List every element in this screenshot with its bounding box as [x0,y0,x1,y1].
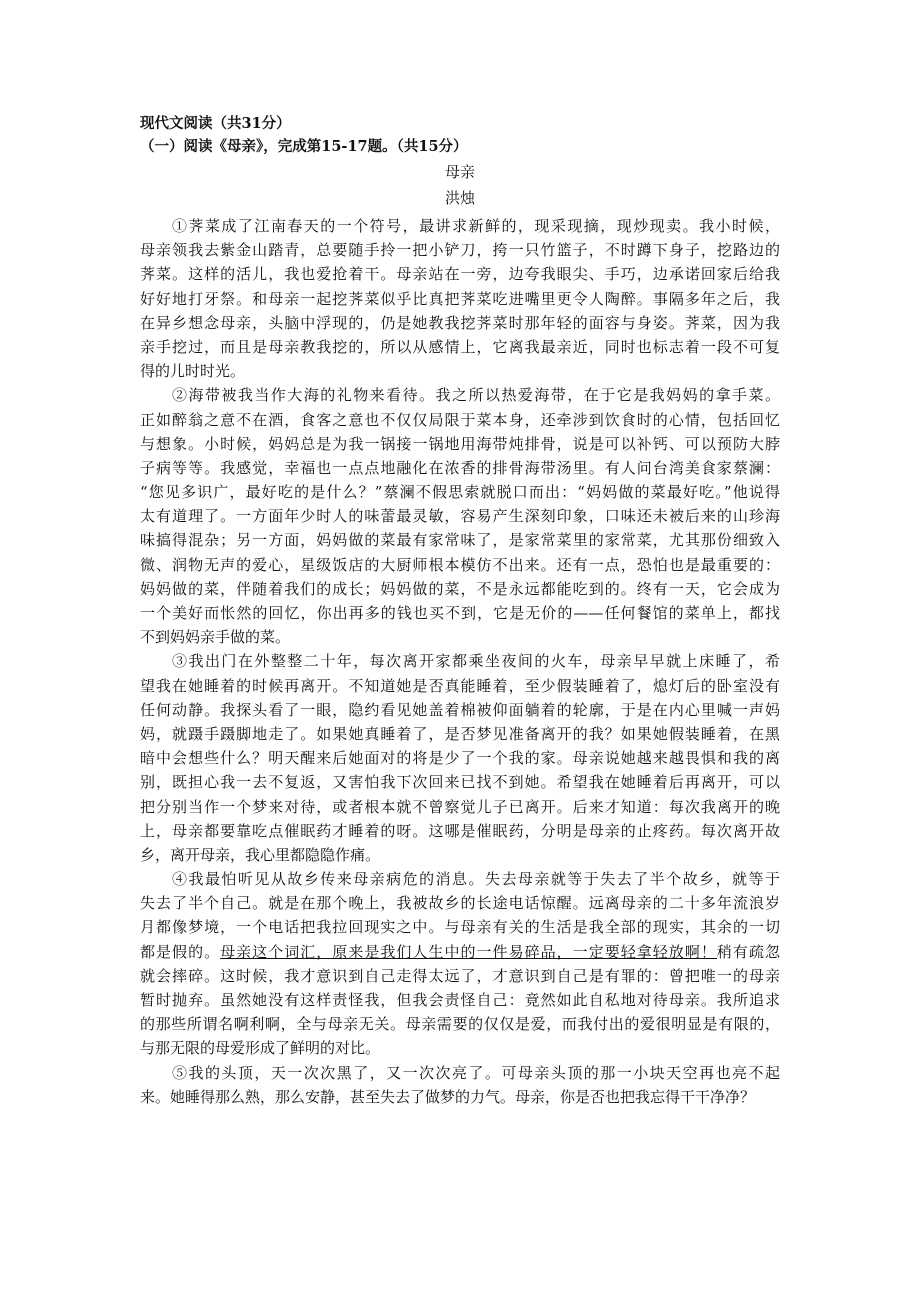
section-title: 现代文阅读（共31分） [140,115,291,132]
text-line: ④我最怕听见从故乡传来母亲病危的消息。失去母亲就等于失去了半个故乡，就等于 [172,870,780,889]
text-line: ③我出门在外整整二十年，每次离开家都乘坐夜间的火车，母亲早早就上床睡了，希 [172,652,780,671]
paragraph-2 [140,383,780,649]
text-line: 味搞得混杂；另一方面，妈妈做的菜最有家常味了，是家常菜里的家常菜，尤其那份细致入 [140,531,780,550]
paragraph-5 [140,1061,780,1109]
underlined-line [140,940,780,964]
text-segment: 都是假的。 [140,942,221,961]
text-line: 与那无限的母爱形成了鲜明的对比。 [140,1039,381,1058]
paragraph-1 [140,214,780,383]
text-line: 与想象。小时候，妈妈总是为我一锅接一锅地用海带炖排骨，说是可以补钙、可以预防大脖 [140,434,780,453]
text-line: 失去了半个自己。就是在那个晚上，我被故乡的长途电话惊醒。远离母亲的二十多年流浪岁 [140,894,780,913]
paragraph-4 [140,867,780,1061]
text-line: 在异乡想念母亲，头脑中浮现的，仍是她教我挖荠菜时那年轻的面容与身姿。荠菜，因为我 [140,313,780,332]
text-line: 来。她睡得那么熟，那么安静，甚至失去了做梦的力气。母亲，你是否也把我忘得干干净净？ [140,1087,756,1106]
text-line: 乡，离开母亲，我心里都隐隐作痛。 [140,845,381,864]
text-line: 一个美好而怅然的回忆，你出再多的钱也买不到，它是无价的——任何餐馆的菜单上，都找 [140,604,780,622]
text-line: 望我在她睡着的时候再离开。不知道她是否真能睡着，至少假装睡着了，熄灯后的卧室没有 [140,676,780,695]
text-line: “您见多识广，最好吃的是什么？”蔡澜不假思索就脱口而出：“妈妈做的菜最好吃。”他说得 [140,483,780,502]
text-line: 不到妈妈亲手做的菜。 [140,628,291,647]
article-author: 洪烛 [444,189,475,207]
text-line: 子病等等。我感觉，幸福也一点点地融化在浓香的排骨海带汤里。有人问台湾美食家蔡澜： [140,458,780,477]
text-line: 太有道理了。一方面年少时人的味蕾最灵敏，容易产生深刻印象，口味还未被后来的山珍海 [140,507,780,526]
text-line: 的那些所谓名啊利啊，全与母亲无关。母亲需要的仅仅是爱，而我付出的爱很明显是有限的， [140,1015,780,1034]
text-line: 就会摔碎。这时候，我才意识到自己走得太远了，才意识到自己是有罪的：曾把唯一的母亲 [140,966,780,985]
text-line: ②海带被我当作大海的礼物来看待。我之所以热爱海带，在于它是我妈妈的拿手菜。 [172,386,780,405]
text-line: 微、润物无声的爱心，星级饭店的大厨师根本模仿不出来。还有一点，恐怕也是最重要的： [140,555,780,574]
underlined-sentence: 母亲这个词汇，原来是我们人生中的一件易碎品，一定要轻拿轻放啊！ [220,942,717,961]
text-line: 把分别当作一个梦来对待，或者根本就不曾察觉儿子已离开。后来才知道：每次我离开的晚 [140,797,780,816]
text-line: 正如醉翁之意不在酒，食客之意也不仅仅局限于菜本身，还牵涉到饮食时的心情，包括回忆 [140,410,780,429]
text-line: 亲手挖过，而且是母亲教我挖的，所以从感情上，它离我最亲近，同时也标志着一段不可复 [140,337,780,356]
text-line: 母亲领我去紫金山踏青，总要随手拎一把小铲刀，挎一只竹篮子，不时蹲下身子，挖路边的 [140,241,780,260]
article-title: 母亲 [444,163,475,181]
text-line: 得的儿时时光。 [140,362,246,381]
text-line: 暂时抛弃。虽然她没有这样责怪我，但我会责怪自己：竟然如此自私地对待母亲。我所追求 [140,991,780,1009]
text-line: 暗中会想些什么？明天醒来后她面对的将是少了一个我的家。母亲说她越来越畏惧和我的离 [140,749,780,768]
text-line: 荠菜。这样的活儿，我也爱抢着干。母亲站在一旁，边夸我眼尖、手巧，边承诺回家后给我 [140,265,780,284]
text-line: 妈，就蹑手蹑脚地走了。如果她真睡着了，是否梦见准备离开的我？如果她假装睡着，在黑 [140,724,780,743]
text-line: 别，既担心我一去不复返，又害怕我下次回来已找不到她。希望我在她睡着后再离开，可以 [140,773,780,792]
subsection-title: （一）阅读《母亲》，完成第15-17题。（共15分） [140,138,468,155]
text-line: ⑤我的头顶，天一次次黑了，又一次次亮了。可母亲头顶的那一小块天空再也亮不起 [172,1063,780,1082]
text-line: 任何动静。我探头看了一眼，隐约看见她盖着棉被仰面躺着的轮廓，于是在内心里喊一声妈 [140,700,780,719]
text-line: 月都像梦境，一个电话把我拉回现实之中。与母亲有关的生活是我全部的现实，其余的一切 [140,918,780,937]
text-line: 妈妈做的菜，伴随着我们的成长；妈妈做的菜，不是永远都能吃到的。终有一天，它会成为 [140,579,780,598]
text-line: 上，母亲都要靠吃点催眠药才睡着的呀。这哪是催眠药，分明是母亲的止疼药。每次离开故 [140,821,780,840]
text-segment: 稍有疏忽 [716,942,780,961]
article-body [140,214,780,1109]
paragraph-3 [140,649,780,867]
text-line: ①荠菜成了江南春天的一个符号，最讲求新鲜的，现采现摘，现炒现卖。我小时候， [172,217,780,235]
text-line: 好好地打牙祭。和母亲一起挖荠菜似乎比真把荠菜吃进嘴里更令人陶醉。事隔多年之后，我 [140,289,780,308]
